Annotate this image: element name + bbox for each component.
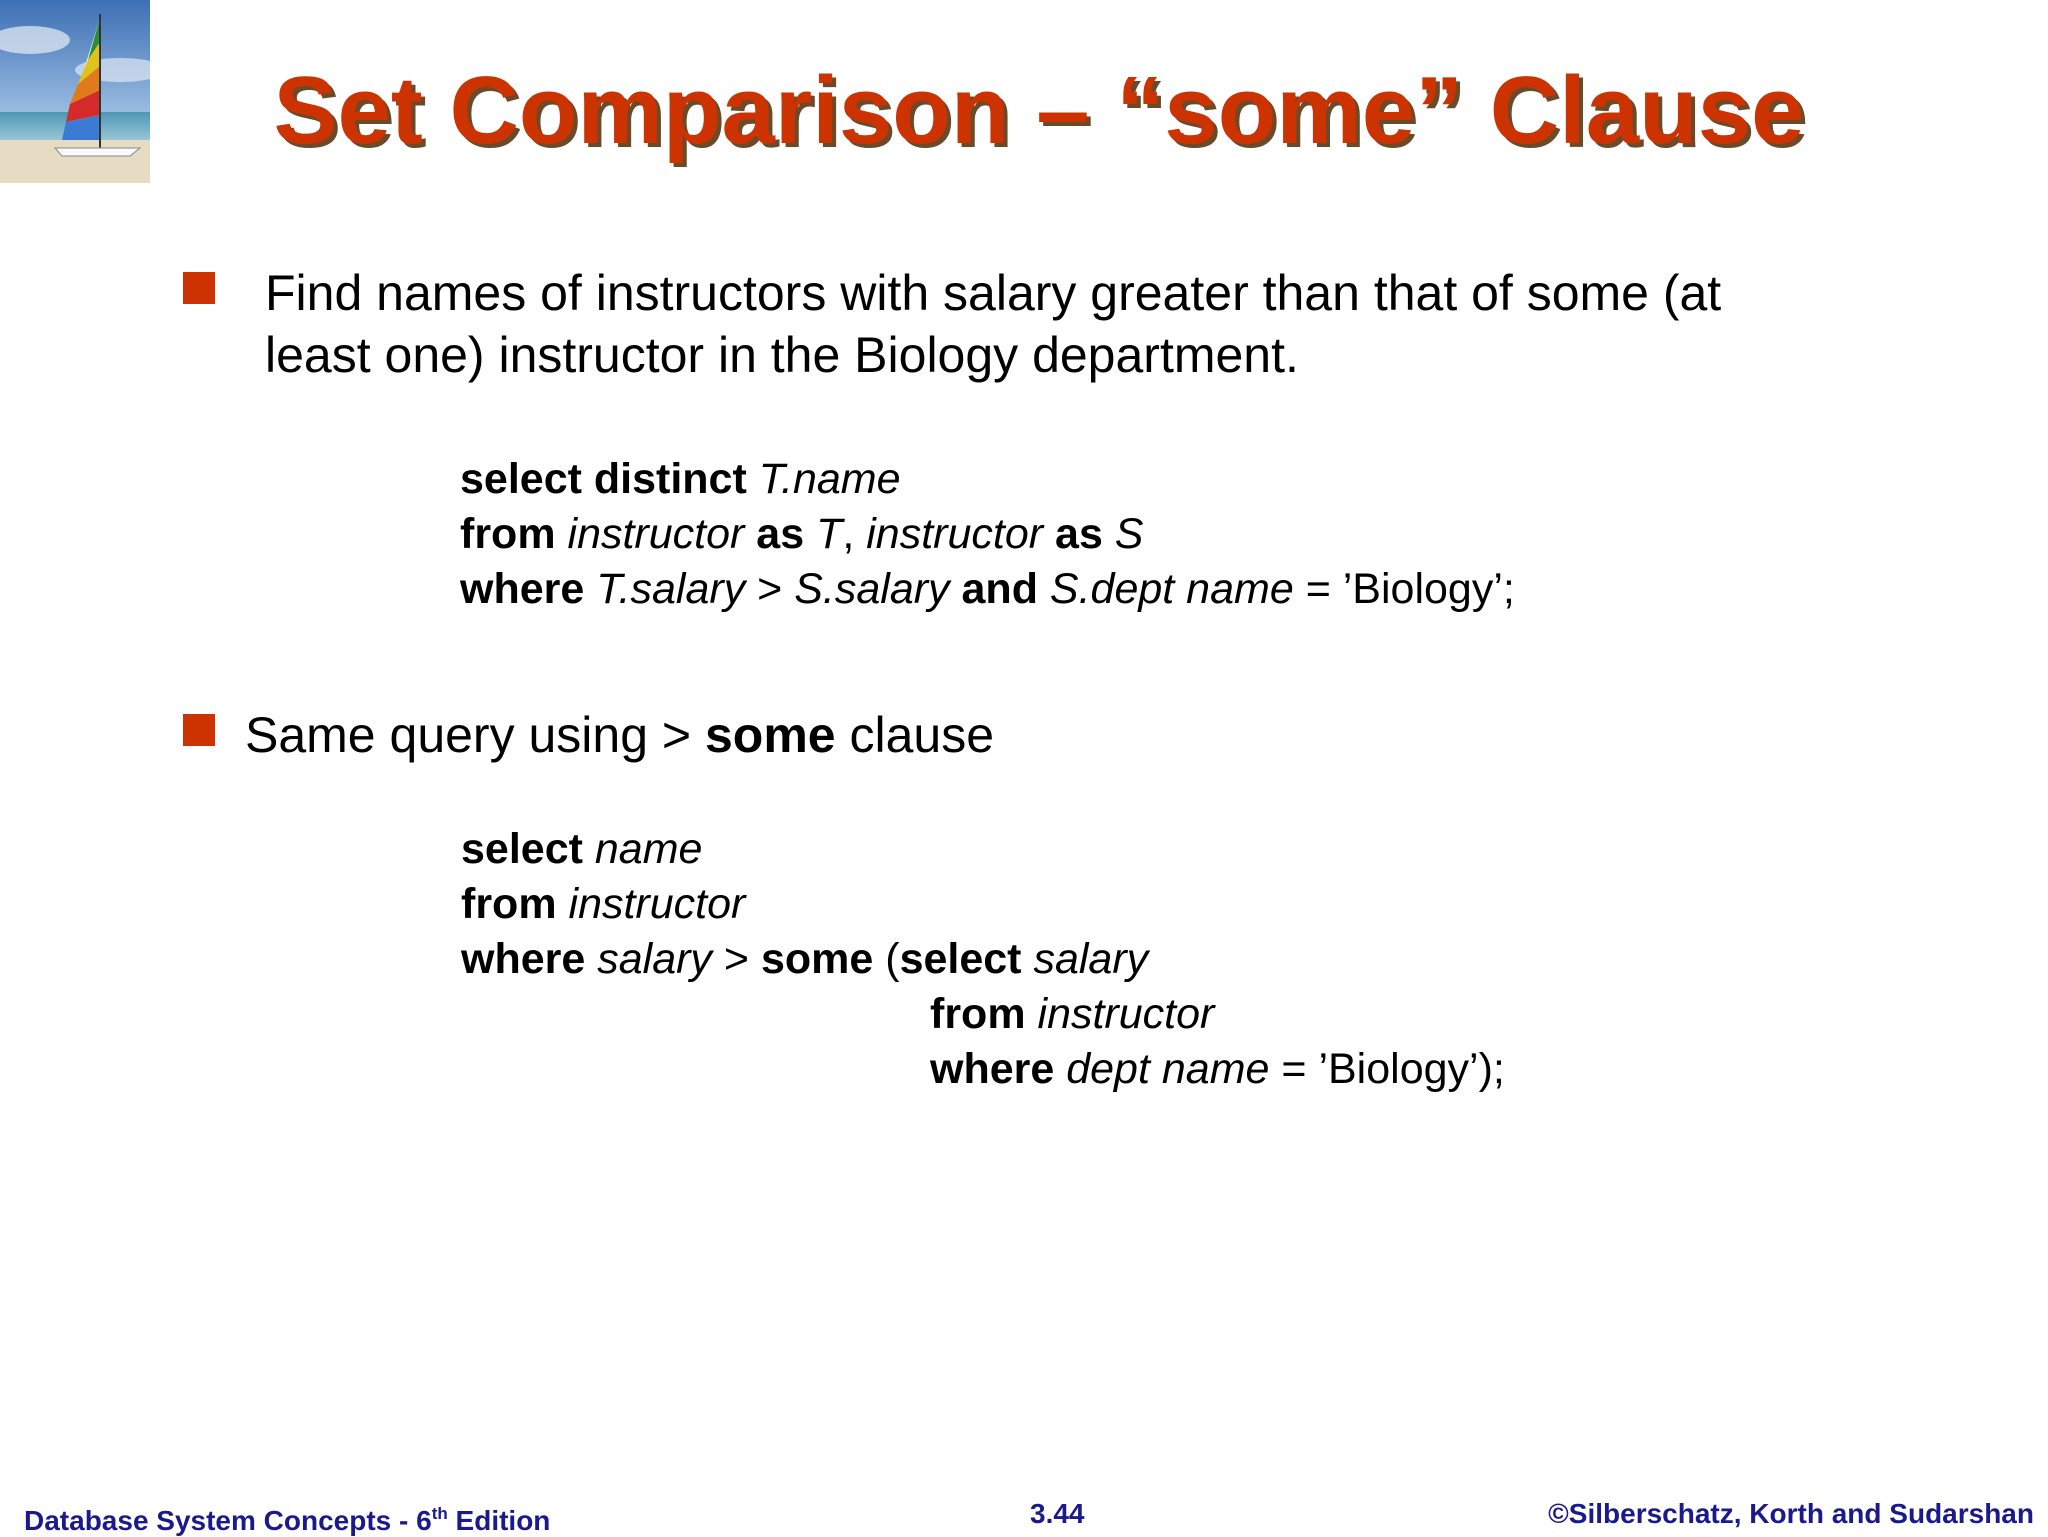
query2-subquery-from: from instructor <box>930 990 1215 1038</box>
square-bullet-icon <box>183 714 215 746</box>
bullet-text-line2: least one) instructor in the Biology department. <box>265 327 1299 383</box>
query1-line-where: where T.salary > S.salary and S.dept name = ’Biology’; <box>460 565 1515 613</box>
slide-title: Set Comparison – “some” Clause <box>273 57 1805 164</box>
query2-subquery-where: where dept name = ’Biology’); <box>930 1045 1505 1093</box>
sql-query-2 <box>461 822 1505 1097</box>
bullet-text-line1: Find names of instructors with salary greater than that of some (at <box>265 265 1722 321</box>
query2-line-from: from instructor <box>461 880 746 928</box>
query2-line-select: select name <box>461 825 703 873</box>
square-bullet-icon <box>183 272 215 304</box>
bullet-text: Same query using > some clause <box>245 707 995 763</box>
footer-left: Database System Concepts - 6th Edition <box>24 1504 551 1536</box>
query1-line-from: from instructor as T, instructor as S <box>460 510 1144 558</box>
footer-copyright: ©Silberschatz, Korth and Sudarshan <box>1548 1498 2034 1529</box>
query1-line-select: select distinct T.name <box>460 455 901 503</box>
footer-page-number: 3.44 <box>1030 1498 1085 1529</box>
sql-query-1 <box>460 452 1515 617</box>
query2-line-where: where salary > some (select salary <box>461 935 1149 983</box>
